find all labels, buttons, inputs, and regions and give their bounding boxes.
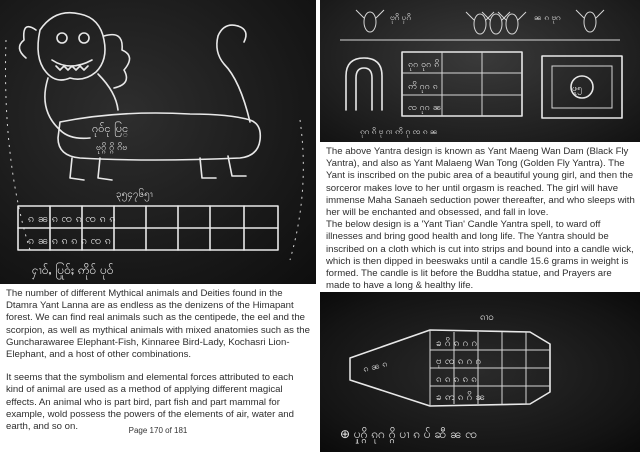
svg-text:⊕ ၦုဂ္ဂိ ၵုဂ ဂ္ဂိ ပၢ ၵ ပ် ဆီ ၼ: ⊕ ၦုဂ္ဂိ ၵုဂ ဂ္ဂိ ပၢ ၵ ပ် ဆီ ၼ ၸ xyxy=(340,427,478,441)
svg-text:ဢိ ဂုဂ ၵ: ဢိ ဂုဂ ၵ xyxy=(408,82,438,92)
candle-yantra-photo xyxy=(320,292,640,452)
svg-text:ၵ ၼ ၵ: ၵ ၼ ၵ xyxy=(362,359,389,375)
svg-text:ၼ ၵ ဗုဂ: ၼ ၵ ဗုဂ xyxy=(534,13,561,22)
candle-yantra-paragraph: The below design is a 'Yant Tian' Candle Yantra spell, to ward off illnesses and bring good health and long life. The Yantra should be inscribed on a cloth which is cut into strips and bound into a candle wick, which is then dipped in beeswaks until a candle 15.6 grams in weight is formed. The candle is lit before the Buddha statue, and Prayers are made to have a long & healthy life. xyxy=(326,219,634,292)
svg-text:ၵ ၵ ၵ ၵ ၵ: ၵ ၵ ၵ ၵ ၵ xyxy=(436,374,477,385)
svg-text:ၵုဂ ဝုဂ ၵိ: ၵုဂ ဝုဂ ၵိ xyxy=(408,60,440,70)
svg-text:ဂုဝ်ငု ပြင္: ဂုဝ်ငု ပြင္ xyxy=(92,122,129,135)
elemental-forces-paragraph: It seems that the symbolism and elemental forces attributed to each kind of animal are used as a method of applying different magical effects. An animal who is part bird, part fish and part mammal for example, wold possess the powers of the elements of air, water and earth, and so on. xyxy=(6,372,294,433)
mythical-animals-description xyxy=(6,288,312,444)
svg-text:ၸ ဂုဂ ၼ: ၸ ဂုဂ ၼ xyxy=(408,103,442,113)
mythical-animals-paragraph: The number of different Mythical animals and Deities found in the Dtamra Yant Lanna are as endless as the denizens of the Himapant forest. We can find real animals such as the centipede, the eel and the scorpion, as well as mythical animals with mixed anatomies such as the Guncharawaree Elephant-Fish, Kinnaree Bird-Lady, Kochasri Lion-Elephant, and a host of other combinations. xyxy=(6,288,310,361)
black-fly-yantra-photo xyxy=(320,0,640,142)
mythical-animal-yantra-photo xyxy=(0,0,316,284)
svg-text:ၶ ဢ ၵ ဂိ ၼ: ၶ ဢ ၵ ဂိ ၼ xyxy=(436,392,486,403)
svg-text:၃၅၄၇၆၅ၫ: ၃၅၄၇၆၅ၫ xyxy=(116,189,153,200)
svg-text:ၵ ၼ ၵ ၵ ၵ ၵ ၸ ၵ: ၵ ၼ ၵ ၵ ၵ ၵ ၸ ၵ xyxy=(28,234,112,247)
candle-yantra-drawing xyxy=(320,292,640,452)
svg-text:ဗုဂိ ၦဂိ: ဗုဂိ ၦဂိ xyxy=(390,13,411,22)
svg-text:ၵၢဝ: ၵၢဝ xyxy=(480,312,494,323)
page-number: Page 170 of 181 xyxy=(128,426,188,435)
svg-text:ဖူ၅: ဖူ၅ xyxy=(572,84,583,94)
svg-text:ဗု ၸ ၵ ဂ ဂ: ဗု ၸ ၵ ဂ ဂ xyxy=(436,356,482,367)
svg-text:ၵုဂ ၵိ ဗု ဂၢ ဢိ ဂု ၸ ၵ ၼ: ၵုဂ ၵိ ဗု ဂၢ ဢိ ဂု ၸ ၵ ၼ xyxy=(360,127,438,136)
black-fly-yantra-drawing xyxy=(320,0,640,142)
mythical-animal-drawing xyxy=(0,0,316,284)
black-fly-yantra-paragraph: The above Yantra design is known as Yant Maeng Wan Dam (Black Fly Yantra), and also as Yant Malaeng Wan Tong (Golden Fly Yantra). The Yant is inscribed on the pubic area of a beautiful young girl, and then the sorceror makes love to her until orgasm is reached. The girl will have immense Maha Sanaeh seduction power thereafter, and who sleeps with her will be enchanted and obsessed, and fall in love. xyxy=(326,146,635,219)
yantra-description xyxy=(326,146,636,292)
svg-text:ၵ ၼ ၵ ၸ ၵ ၸ ၵ ၵ: ၵ ၼ ၵ ၸ ၵ ၸ ၵ ၵ xyxy=(28,212,116,225)
svg-text:ဗုဂ္ဂိ ဂ္ဂိ ဂိဗ: ဗုဂ္ဂိ ဂ္ဂိ ဂိဗ xyxy=(96,143,128,153)
svg-text:ႁၢဝ်ႇ ပြုဝ်ႈ ဢိုဝ် ပုဝ်: ႁၢဝ်ႇ ပြုဝ်ႈ ဢိုဝ် ပုဝ် xyxy=(32,263,114,277)
svg-text:ၶ ဂိ ၵ ဂ ဂ: ၶ ဂိ ၵ ဂ ဂ xyxy=(436,338,478,349)
